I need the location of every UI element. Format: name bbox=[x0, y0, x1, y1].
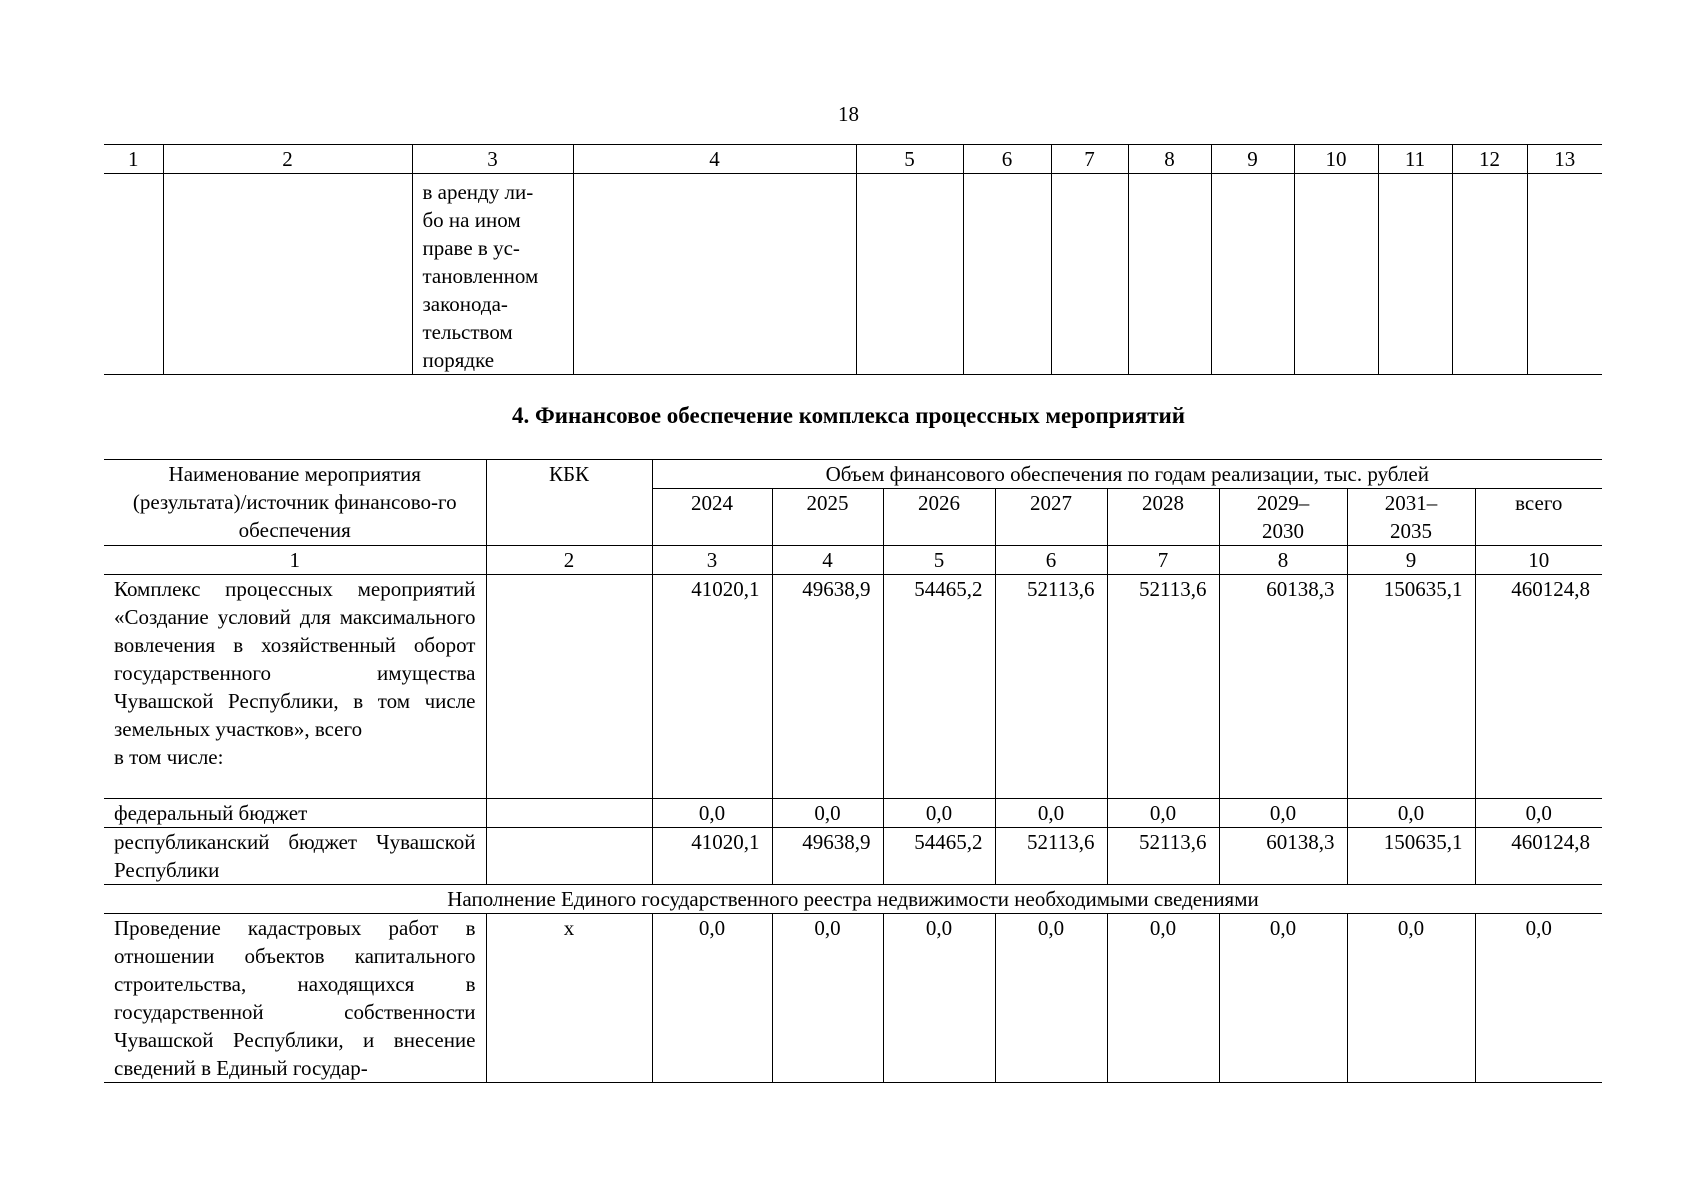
row-kbk bbox=[486, 575, 652, 799]
table-row bbox=[104, 575, 1602, 799]
row-value: 0,0 bbox=[1475, 914, 1602, 1083]
year-header: 2027 bbox=[995, 489, 1107, 546]
row-value: 0,0 bbox=[883, 914, 995, 1083]
col-number: 4 bbox=[573, 145, 856, 174]
row-value: 0,0 bbox=[652, 799, 772, 828]
table-row bbox=[104, 799, 1602, 828]
header-kbk: КБК bbox=[486, 460, 652, 546]
row-value: 0,0 bbox=[772, 914, 883, 1083]
table-row bbox=[104, 914, 1602, 1083]
continuation-row bbox=[104, 174, 1602, 375]
row-value: 150635,1 bbox=[1347, 828, 1475, 885]
row-value: 52113,6 bbox=[995, 575, 1107, 799]
row-value: 49638,9 bbox=[772, 828, 883, 885]
row-value: 0,0 bbox=[1219, 914, 1347, 1083]
row-value: 150635,1 bbox=[1347, 575, 1475, 799]
row-value: 41020,1 bbox=[652, 575, 772, 799]
header-name: Наименование мероприятия (результата)/источник финансово-го обеспечения bbox=[104, 460, 486, 546]
col-number: 3 bbox=[412, 145, 573, 174]
table-row bbox=[104, 828, 1602, 885]
row-value: 0,0 bbox=[652, 914, 772, 1083]
row-kbk bbox=[486, 828, 652, 885]
col-number: 9 bbox=[1211, 145, 1294, 174]
row-name: Проведение кадастровых работ в отношении объектов капитального строительства, находящихся в государственной собственности Чувашской Республики, и внесение сведений в Единый государ- bbox=[104, 914, 486, 1083]
col-number: 1 bbox=[104, 145, 163, 174]
row-value: 0,0 bbox=[1475, 799, 1602, 828]
row-value: 49638,9 bbox=[772, 575, 883, 799]
row-value: 0,0 bbox=[1107, 914, 1219, 1083]
section-row bbox=[104, 885, 1602, 914]
row-value: 0,0 bbox=[1347, 799, 1475, 828]
header-volume: Объем финансового обеспечения по годам реализации, тыс. рублей bbox=[652, 460, 1602, 489]
row-value: 0,0 bbox=[1219, 799, 1347, 828]
section-title: 4. Финансовое обеспечение комплекса процессных мероприятий bbox=[511, 403, 1186, 428]
continuation-text: в аренду ли- бо на ином праве в ус- тановленном законода- тельством порядке bbox=[412, 174, 573, 375]
year-header: всего bbox=[1475, 489, 1602, 546]
row-value: 0,0 bbox=[995, 914, 1107, 1083]
year-header: 2028 bbox=[1107, 489, 1219, 546]
year-header: 2031– 2035 bbox=[1347, 489, 1475, 546]
col-number: 8 bbox=[1128, 145, 1211, 174]
row-value: 460124,8 bbox=[1475, 575, 1602, 799]
row-value: 60138,3 bbox=[1219, 828, 1347, 885]
row-value: 41020,1 bbox=[652, 828, 772, 885]
section-row-label: Наполнение Единого государственного реестра недвижимости необходимыми сведениями bbox=[104, 885, 1602, 914]
row-value: 52113,6 bbox=[995, 828, 1107, 885]
row-value: 54465,2 bbox=[883, 828, 995, 885]
row-value: 0,0 bbox=[995, 799, 1107, 828]
row-value: 52113,6 bbox=[1107, 575, 1219, 799]
continuation-table bbox=[104, 144, 1602, 375]
row-kbk: х bbox=[486, 914, 652, 1083]
row-value: 0,0 bbox=[1107, 799, 1219, 828]
col-number: 11 bbox=[1378, 145, 1452, 174]
col-number: 13 bbox=[1527, 145, 1602, 174]
row-value: 54465,2 bbox=[883, 575, 995, 799]
page-number: 18 bbox=[838, 102, 859, 126]
col-number: 7 bbox=[1051, 145, 1128, 174]
col-number: 10 bbox=[1294, 145, 1378, 174]
index-row: 1 2 3 4 5 6 7 8 9 10 bbox=[104, 546, 1602, 575]
year-header: 2025 bbox=[772, 489, 883, 546]
finance-table bbox=[104, 459, 1602, 1083]
row-value: 0,0 bbox=[883, 799, 995, 828]
col-number: 2 bbox=[163, 145, 412, 174]
row-name: республиканский бюджет Чувашской Республики bbox=[104, 828, 486, 885]
year-header: 2026 bbox=[883, 489, 995, 546]
row-value: 0,0 bbox=[1347, 914, 1475, 1083]
row-kbk bbox=[486, 799, 652, 828]
finance-header-row bbox=[104, 460, 1602, 489]
col-number: 5 bbox=[856, 145, 963, 174]
year-header: 2024 bbox=[652, 489, 772, 546]
year-header: 2029– 2030 bbox=[1219, 489, 1347, 546]
col-number: 12 bbox=[1452, 145, 1527, 174]
continuation-header-row bbox=[104, 145, 1602, 174]
row-value: 0,0 bbox=[772, 799, 883, 828]
row-value: 460124,8 bbox=[1475, 828, 1602, 885]
row-value: 60138,3 bbox=[1219, 575, 1347, 799]
row-name: Комплекс процессных мероприятий «Создание условий для максимального вовлечения в хозяйственный оборот государственного имущества Чувашской Республики, в том числе земельных участков», всего в том числе: bbox=[104, 575, 486, 799]
col-number: 6 bbox=[963, 145, 1051, 174]
row-name: федеральный бюджет bbox=[104, 799, 486, 828]
row-value: 52113,6 bbox=[1107, 828, 1219, 885]
